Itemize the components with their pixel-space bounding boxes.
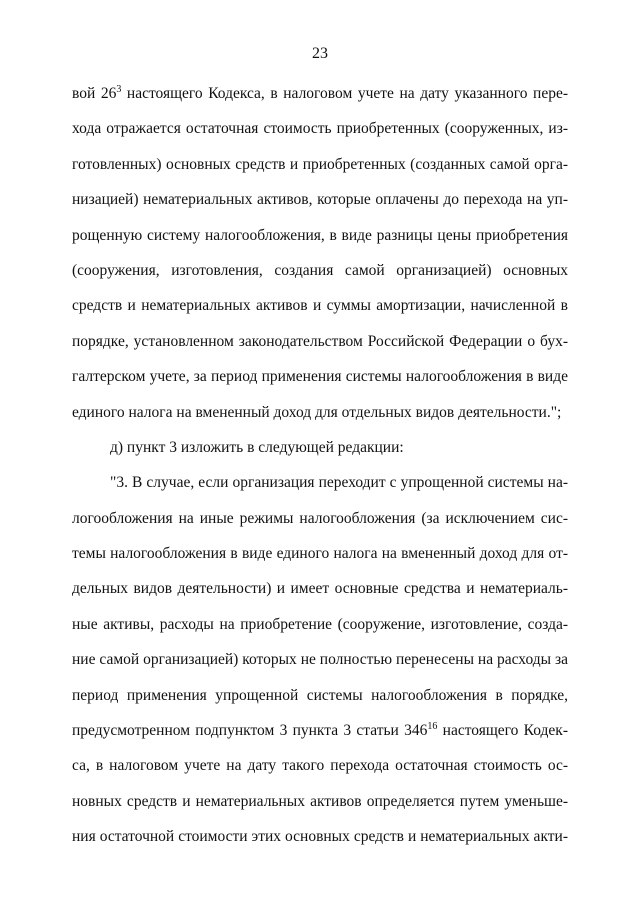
text-line: ные активы, расходы на приобретение (сооружение, изготовление, созда- bbox=[72, 615, 568, 633]
text-line: период применения упрощенной системы налогообложения в порядке, bbox=[72, 686, 568, 704]
text-line: порядке, установленном законодательством Российской Федерации о бух- bbox=[72, 332, 568, 350]
text-segment: предусмотренном подпунктом 3 пункта 3 статьи 346 bbox=[72, 722, 428, 740]
text-line: дельных видов деятельности) и имеет основные средства и нематериаль- bbox=[72, 580, 568, 598]
text-line: хода отражается остаточная стоимость приобретенных (сооруженных, из- bbox=[72, 120, 568, 138]
text-line: низацией) нематериальных активов, которые оплачены до перехода на уп- bbox=[72, 191, 568, 209]
text-segment: вой 26 bbox=[72, 85, 117, 102]
text-line: темы налогообложения в виде единого налога на вмененный доход для от- bbox=[72, 545, 568, 563]
text-line: готовленных) основных средств и приобретенных (созданных самой орга- bbox=[72, 155, 568, 173]
text-line bbox=[72, 713, 568, 748]
text-line: ние самой организацией) которых не полностью перенесены на расходы за bbox=[72, 651, 568, 669]
text-segment: настоящего Кодек- bbox=[437, 722, 568, 740]
paragraph-line-d: д) пункт 3 изложить в следующей редакции: bbox=[110, 438, 404, 456]
page-number: 23 bbox=[312, 45, 328, 62]
text-line: галтерском учете, за период применения системы налогообложения в виде bbox=[72, 368, 568, 386]
text-line: ния остаточной стоимости этих основных средств и нематериальных акти- bbox=[72, 828, 568, 846]
text-segment: настоящего Кодекса, в налоговом учете на дату указанного пере- bbox=[121, 85, 568, 102]
document-body bbox=[72, 76, 568, 855]
text-line: рощенную систему налогообложения, в виде разницы цены приобретения bbox=[72, 226, 568, 244]
text-line: логообложения на иные режимы налогообложения (за исключением сис- bbox=[72, 509, 568, 527]
text-line: средств и нематериальных активов и суммы амортизации, начисленной в bbox=[72, 297, 568, 315]
text-line bbox=[72, 76, 568, 111]
superscript: 3 bbox=[116, 84, 122, 95]
paragraph-start-line: "3. В случае, если организация переходит с упрощенной системы на- bbox=[110, 474, 568, 492]
text-line: новных средств и нематериальных активов определяется путем уменьше- bbox=[72, 792, 568, 810]
superscript: 16 bbox=[427, 721, 438, 733]
text-line: (сооружения, изготовления, создания самой организацией) основных bbox=[72, 261, 568, 279]
paragraph-end-line: единого налога на вмененный доход для отдельных видов деятельности."; bbox=[72, 403, 562, 421]
text-line: са, в налоговом учете на дату такого перехода остаточная стоимость ос- bbox=[72, 757, 568, 775]
